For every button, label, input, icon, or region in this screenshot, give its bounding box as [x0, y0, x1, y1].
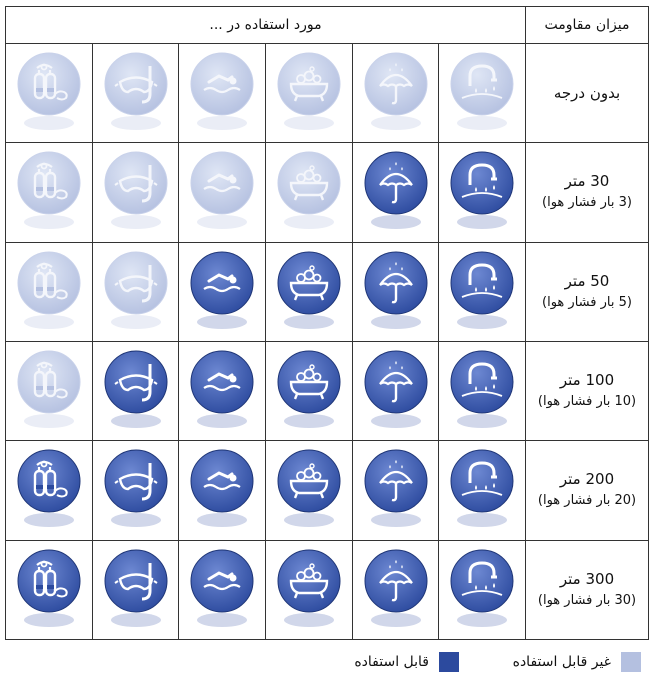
usage-cell: [439, 441, 526, 540]
depth-label: 30 متر: [564, 172, 610, 191]
usage-cell: [179, 143, 266, 242]
usage-cell: [439, 540, 526, 639]
legend-not-usable: [513, 652, 641, 672]
pressure-label: (5 بار فشار هوا): [542, 294, 632, 310]
usage-header: مورد استفاده در ...: [6, 7, 526, 44]
pressure-label: (3 بار فشار هوا): [542, 195, 632, 211]
faucet-icon: [448, 349, 516, 433]
swimming-icon: [188, 51, 256, 135]
resistance-header: میزان مقاومت: [526, 7, 649, 44]
usable-swatch: [439, 652, 459, 672]
scuba-tanks-icon: [15, 150, 83, 234]
swimming-icon: [188, 250, 256, 334]
depth-label: 200 متر: [559, 470, 615, 489]
faucet-icon: [448, 548, 516, 632]
umbrella-rain-icon: [362, 51, 430, 135]
usage-cell: [266, 44, 353, 143]
resistance-level: [526, 44, 649, 143]
bathtub-icon: [275, 349, 343, 433]
umbrella-rain-icon: [362, 349, 430, 433]
swimming-icon: [188, 150, 256, 234]
faucet-icon: [448, 51, 516, 135]
table-row: [6, 441, 649, 540]
usage-cell: [6, 143, 93, 242]
snorkel-mask-icon: [102, 548, 170, 632]
depth-label: 300 متر: [559, 569, 615, 588]
usage-cell: [6, 341, 93, 440]
usage-cell: [439, 143, 526, 242]
table-row: [6, 242, 649, 341]
usage-cell: [352, 341, 439, 440]
bathtub-icon: [275, 448, 343, 532]
usage-cell: [92, 540, 179, 639]
resistance-table: [5, 6, 649, 640]
snorkel-mask-icon: [102, 51, 170, 135]
usage-cell: [92, 143, 179, 242]
resistance-level: [526, 441, 649, 540]
scuba-tanks-icon: [15, 51, 83, 135]
legend: [0, 652, 655, 678]
usage-cell: [6, 44, 93, 143]
usage-cell: [6, 242, 93, 341]
resistance-level: [526, 143, 649, 242]
pressure-label: (20 بار فشار هوا): [537, 493, 637, 509]
not-usable-swatch: [621, 652, 641, 672]
pressure-label: (10 بار فشار هوا): [537, 394, 637, 410]
resistance-level: [526, 242, 649, 341]
usage-cell: [92, 441, 179, 540]
umbrella-rain-icon: [362, 548, 430, 632]
usage-cell: [439, 242, 526, 341]
usage-cell: [92, 341, 179, 440]
bathtub-icon: [275, 51, 343, 135]
umbrella-rain-icon: [362, 250, 430, 334]
bathtub-icon: [275, 548, 343, 632]
umbrella-rain-icon: [362, 150, 430, 234]
usage-cell: [6, 441, 93, 540]
snorkel-mask-icon: [102, 250, 170, 334]
legend-not-usable-label: غیر قابل استفاده: [512, 654, 611, 670]
snorkel-mask-icon: [102, 448, 170, 532]
usage-cell: [352, 540, 439, 639]
header-row: [6, 7, 649, 44]
usage-cell: [92, 44, 179, 143]
usage-cell: [439, 341, 526, 440]
depth-label: بدون درجه: [553, 84, 621, 103]
usage-cell: [352, 242, 439, 341]
faucet-icon: [448, 250, 516, 334]
usage-cell: [266, 540, 353, 639]
snorkel-mask-icon: [102, 349, 170, 433]
scuba-tanks-icon: [15, 548, 83, 632]
usage-cell: [439, 44, 526, 143]
usage-cell: [6, 540, 93, 639]
swimming-icon: [188, 448, 256, 532]
legend-usable-label: قابل استفاده: [354, 654, 429, 670]
usage-cell: [179, 242, 266, 341]
table-row: [6, 341, 649, 440]
snorkel-mask-icon: [102, 150, 170, 234]
umbrella-rain-icon: [362, 448, 430, 532]
usage-cell: [266, 441, 353, 540]
bathtub-icon: [275, 250, 343, 334]
usage-cell: [352, 441, 439, 540]
legend-usable: [354, 652, 459, 672]
usage-cell: [266, 242, 353, 341]
table-body: [6, 44, 649, 640]
swimming-icon: [188, 548, 256, 632]
usage-cell: [179, 441, 266, 540]
usage-cell: [352, 44, 439, 143]
usage-cell: [266, 341, 353, 440]
depth-label: 100 متر: [559, 371, 615, 390]
table-row: [6, 540, 649, 639]
resistance-level: [526, 341, 649, 440]
scuba-tanks-icon: [15, 349, 83, 433]
swimming-icon: [188, 349, 256, 433]
resistance-level: [526, 540, 649, 639]
table-row: [6, 143, 649, 242]
usage-cell: [179, 540, 266, 639]
scuba-tanks-icon: [15, 448, 83, 532]
usage-cell: [266, 143, 353, 242]
bathtub-icon: [275, 150, 343, 234]
scuba-tanks-icon: [15, 250, 83, 334]
usage-cell: [179, 44, 266, 143]
faucet-icon: [448, 448, 516, 532]
table-row: [6, 44, 649, 143]
depth-label: 50 متر: [564, 271, 610, 290]
usage-cell: [352, 143, 439, 242]
usage-cell: [179, 341, 266, 440]
usage-cell: [92, 242, 179, 341]
faucet-icon: [448, 150, 516, 234]
pressure-label: (30 بار فشار هوا): [537, 592, 637, 608]
